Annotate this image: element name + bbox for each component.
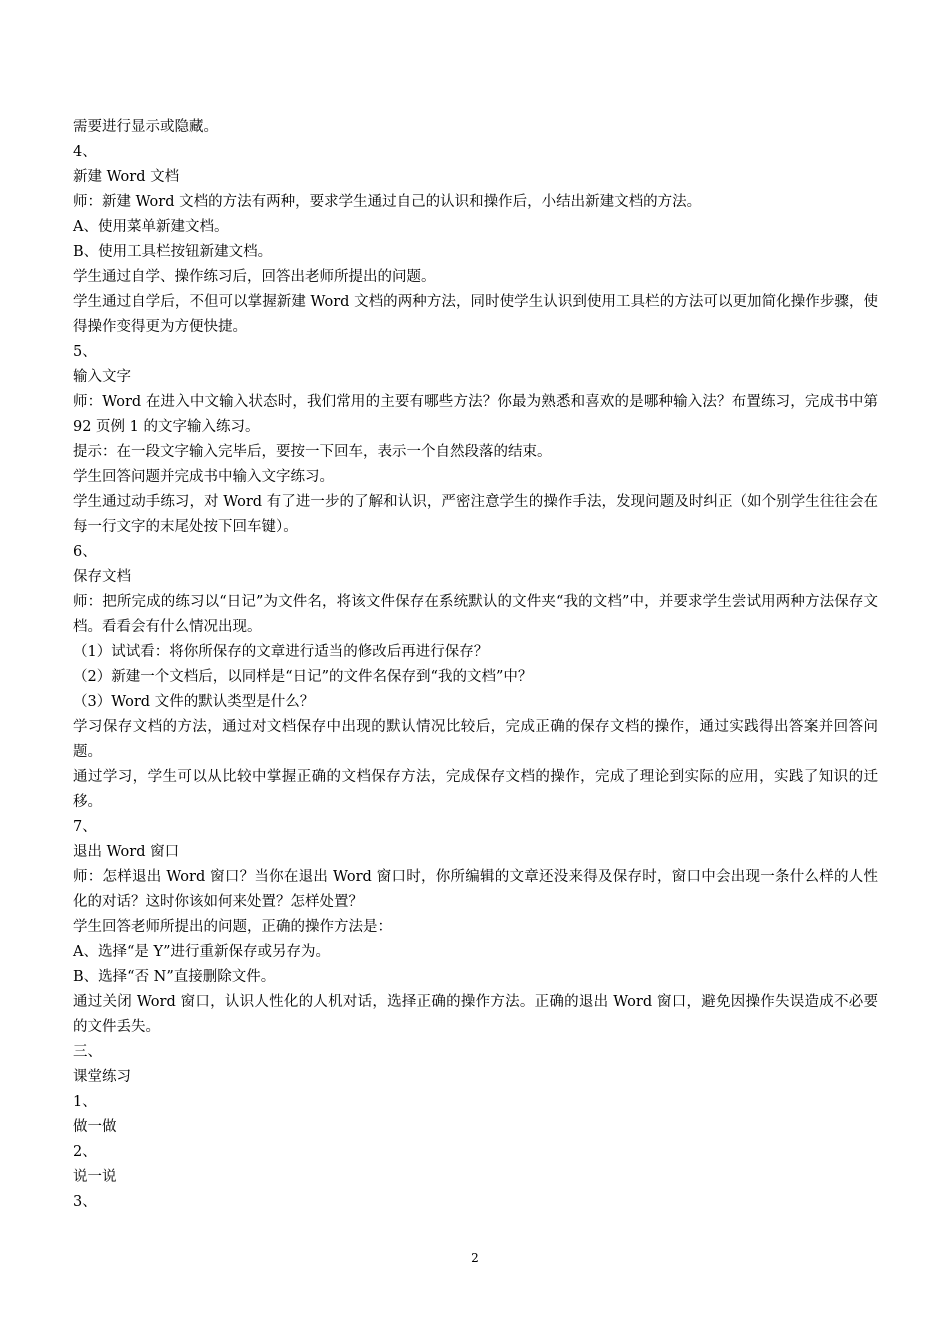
text-paragraph: 师：怎样退出 Word 窗口？当你在退出 Word 窗口时，你所编辑的文章还没来得及保存时，窗口中会出现一条什么样的人性化的对话？这时你该如何来处置？怎样处置？ xyxy=(73,869,878,910)
text-line: 保存文档 xyxy=(73,569,131,585)
text-line: 需要进行显示或隐藏。 xyxy=(73,119,218,135)
text-paragraph: 学生通过自学后，不但可以掌握新建 Word 文档的两种方法，同时使学生认识到使用工具栏的方法可以更加简化操作步骤，使得操作变得更为方便快捷。 xyxy=(73,294,878,335)
text-line: （1）试试看：将你所保存的文章进行适当的修改后再进行保存？ xyxy=(73,644,489,660)
text-line: 4、 xyxy=(73,144,97,160)
text-line: （2）新建一个文档后，以同样是“日记”的文件名保存到“我的文档”中？ xyxy=(73,669,533,685)
text-paragraph: 师：把所完成的练习以“日记”为文件名，将该文件保存在系统默认的文件夹“我的文档”中，并要求学生尝试用两种方法保存文档。看看会有什么情况出现。 xyxy=(73,594,878,635)
text-line: 课堂练习 xyxy=(73,1069,131,1085)
text-line: B、使用工具栏按钮新建文档。 xyxy=(73,244,273,260)
text-line: （3）Word 文件的默认类型是什么？ xyxy=(73,694,315,710)
text-line: 学生回答问题并完成书中输入文字练习。 xyxy=(73,469,334,485)
text-paragraph: 师：Word 在进入中文输入状态时，我们常用的主要有哪些方法？你最为熟悉和喜欢的是哪种输入法？布置练习，完成书中第 92 页例 1 的文字输入练习。 xyxy=(73,394,878,435)
text-paragraph: 学生通过动手练习，对 Word 有了进一步的了解和认识，严密注意学生的操作手法，发现问题及时纠正（如个别学生往往会在每一行文字的末尾处按下回车键）。 xyxy=(73,494,878,535)
text-line: B、选择“否 N”直接删除文件。 xyxy=(73,969,276,985)
text-paragraph: 学习保存文档的方法，通过对文档保存中出现的默认情况比较后，完成正确的保存文档的操作，通过实践得出答案并回答问题。 xyxy=(73,719,878,760)
text-line: A、选择“是 Y”进行重新保存或另存为。 xyxy=(73,944,330,960)
text-line: 6、 xyxy=(73,544,97,560)
text-line: 5、 xyxy=(73,344,97,360)
text-line: 说一说 xyxy=(73,1169,117,1185)
text-line: 学生通过自学、操作练习后，回答出老师所提出的问题。 xyxy=(73,269,436,285)
text-line: A、使用菜单新建文档。 xyxy=(73,219,229,235)
text-line: 师：新建 Word 文档的方法有两种，要求学生通过自己的认识和操作后，小结出新建文档的方法。 xyxy=(73,194,702,210)
text-line: 做一做 xyxy=(73,1119,117,1135)
text-paragraph: 通过学习，学生可以从比较中掌握正确的文档保存方法，完成保存文档的操作，完成了理论到实际的应用，实践了知识的迁移。 xyxy=(73,769,878,810)
page-number: 2 xyxy=(471,1251,479,1265)
text-line: 输入文字 xyxy=(73,369,131,385)
text-line: 退出 Word 窗口 xyxy=(73,844,180,860)
text-line: 2、 xyxy=(73,1144,97,1160)
document-body xyxy=(73,115,878,1215)
text-line: 1、 xyxy=(73,1094,97,1110)
text-line: 7、 xyxy=(73,819,97,835)
text-line: 提示：在一段文字输入完毕后，要按一下回车，表示一个自然段落的结束。 xyxy=(73,444,552,460)
text-line: 新建 Word 文档 xyxy=(73,169,180,185)
text-line: 3、 xyxy=(73,1194,97,1210)
text-line: 三、 xyxy=(73,1044,102,1060)
text-paragraph: 通过关闭 Word 窗口，认识人性化的人机对话，选择正确的操作方法。正确的退出 Word 窗口，避免因操作失误造成不必要的文件丢失。 xyxy=(73,994,878,1035)
text-line: 学生回答老师所提出的问题，正确的操作方法是： xyxy=(73,919,392,935)
